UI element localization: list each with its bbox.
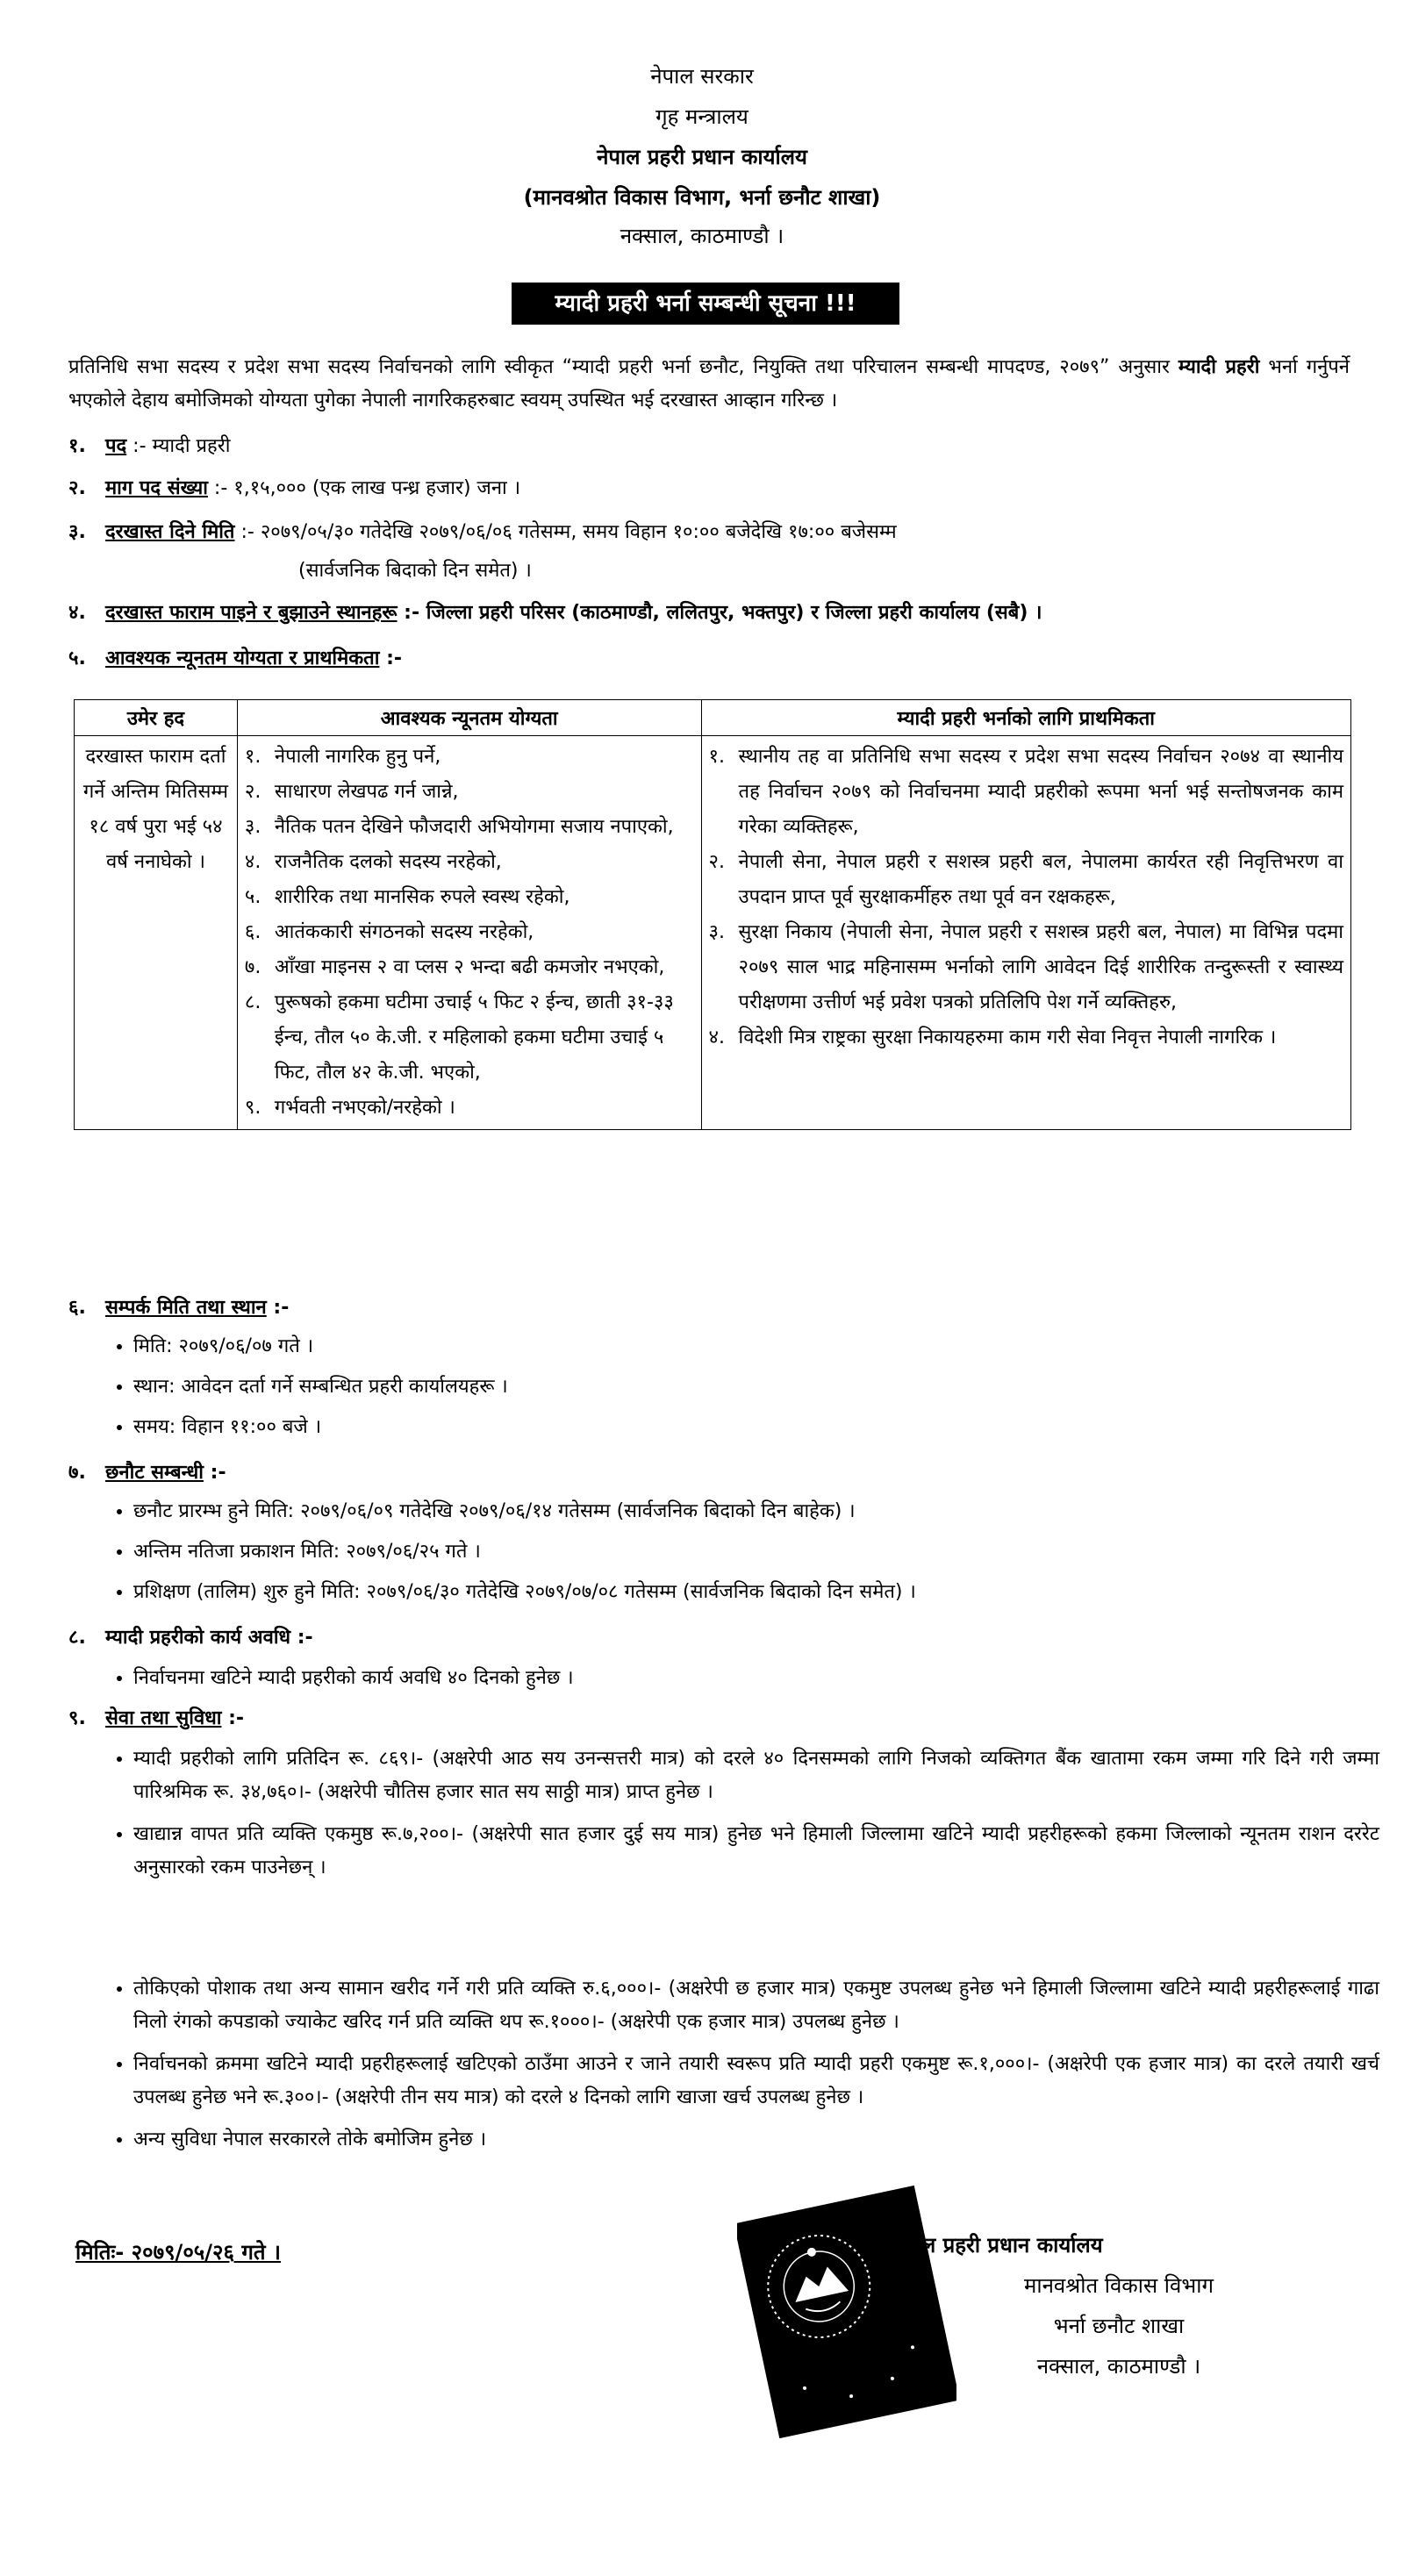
intro-bold: म्यादी प्रहरी: [1178, 356, 1260, 378]
header-office: नेपाल प्रहरी प्रधान कार्यालय: [597, 145, 807, 169]
list-item: ३. नैतिक पतन देखिने फौजदारी अभियोगमा सजाय नपाएको,: [244, 816, 674, 838]
signature-address: नक्साल, काठमाण्डौ ।: [1036, 2354, 1201, 2379]
government-emblem-stamp-icon: [737, 2185, 956, 2439]
table-row: [75, 736, 1351, 1130]
section-text: :-: [203, 1462, 226, 1484]
section-number: ७.: [68, 1462, 86, 1484]
section-7: [68, 1458, 226, 1488]
list-item: १. स्थानीय तह वा प्रतिनिधि सभा सदस्य र प्रदेश सभा सदस्य निर्वाचन २०७४ वा स्थानीय तह निर्वाचन २०७९ को निर्वाचनमा म्यादी प्रहरीको रूपमा भर्ना भई सन्तोषजनक काम गरेका व्यक्तिहरू,: [708, 746, 1343, 838]
section-text: :- २०७९/०५/३० गतेदेखि २०७९/०६/०६ गतेसम्म, समय विहान १०:०० बजेदेखि १७:०० बजेसम्म: [234, 521, 897, 543]
section-text: :-: [266, 1297, 290, 1319]
section-number: २.: [68, 477, 86, 499]
list-item: • खाद्यान्न वापत प्रति व्यक्ति एकमुष्ठ रू.७,२००।- (अक्षरेपी सात हजार दुई सय मात्र) हुनेछ भने हिमाली जिल्लामा खटिने म्यादी प्रहरीहरूको हकमा जिल्लाको न्यूनतम राशन दररेट अनुसारको रकम पाउनेछन् ।: [133, 1818, 1379, 1885]
list-item: • निर्वाचनमा खटिने म्यादी प्रहरीको कार्य अवधि ४० दिनको हुनेछ ।: [133, 1662, 574, 1695]
list-item: ९. गर्भवती नभएको/नरहेको ।: [244, 1097, 455, 1119]
section-text: :-: [221, 1707, 245, 1729]
list-item: • म्यादी प्रहरीको लागि प्रतिदिन रू. ८६९।- (अक्षरेपी आठ सय उनन्सत्तरी मात्र) को दरले ४० दिनसम्मको लागि निजको व्यक्तिगत बैंक खातामा रकम जम्मा गरि दिने गरी जम्मा पारिश्रमिक रू. ३४,७६०।- (अक्षरेपी चौतिस हजार सात सय साठ्ठी मात्र) प्राप्त हुनेछ ।: [133, 1742, 1379, 1809]
section-number: ३.: [68, 521, 86, 543]
section-5: [68, 644, 402, 674]
section-3: [68, 518, 897, 547]
duration-list: [104, 1662, 574, 1695]
section-label: सम्पर्क मिति तथा स्थान: [105, 1297, 267, 1319]
list-item: ८. पुरूषको हकमा घटीमा उचाई ५ फिट २ ईन्च, छाती ३१-३३ ईन्च, तौल ५० के.जी. र महिलाको हकमा घटीमा उचाई ५ फिट, तौल ४२ के.जी. भएको,: [244, 991, 674, 1084]
section-label: आवश्यक न्यूनतम योग्यता र प्राथमिकता: [105, 648, 380, 669]
section-number: ५.: [68, 648, 86, 669]
list-item: • निर्वाचनको क्रममा खटिने म्यादी प्रहरीहरूलाई खटिएको ठाउँमा आउने र जाने तयारी स्वरूप प्रति म्यादी प्रहरी एकमुष्ट रू.१,०००।- (अक्षरेपी एक हजार मात्र) का दरले तयारी खर्च उपलब्ध हुनेछ भने रू.३००।- (अक्षरेपी तीन सय मात्र) को दरले ४ दिनको लागि खाजा खर्च उपलब्ध हुनेछ ।: [133, 2048, 1379, 2114]
section-label: सेवा तथा सुविधा: [105, 1707, 222, 1729]
section-label: दरखास्त दिने मिति: [105, 521, 235, 543]
section-label: पद: [105, 435, 127, 457]
qualification-cell: [237, 736, 701, 1130]
contact-list: [104, 1330, 508, 1444]
signature-section: भर्ना छनौट शाखा: [1053, 2314, 1185, 2338]
section-1: [68, 432, 230, 462]
section-text: :-: [379, 648, 403, 669]
list-item: • मिति: २०७९/०६/०७ गते ।: [133, 1330, 508, 1363]
section-number: ८.: [68, 1627, 86, 1649]
selection-list: [104, 1495, 916, 1609]
section-8: [68, 1623, 313, 1653]
list-item: • तोकिएको पोशाक तथा अन्य सामान खरीद गर्ने गरी प्रति व्यक्ति रु.६,०००।- (अक्षरेपी छ हजार मात्र) एकमुष्ट उपलब्ध हुनेछ भने हिमाली जिल्लामा खटिने म्यादी प्रहरीहरूलाई गाढा निलो रंगको कपडाको ज्याकेट खरिद गर्न प्रति व्यक्ति थप रू.१०००।- (अक्षरेपी एक हजार मात्र) उपलब्ध हुनेछ ।: [133, 1972, 1379, 2039]
services-list-a: [104, 1742, 1379, 1885]
section-label: छनौट सम्बन्धी: [105, 1462, 204, 1484]
header-government: नेपाल सरकार: [650, 64, 754, 89]
list-item: • स्थान: आवेदन दर्ता गर्ने सम्बन्धित प्रहरी कार्यालयहरू ।: [133, 1370, 508, 1404]
list-item: ४. विदेशी मित्र राष्ट्रका सुरक्षा निकायहरुमा काम गरी सेवा निवृत्त नेपाली नागरिक ।: [708, 1027, 1277, 1048]
section-text: :-: [290, 1627, 313, 1649]
section-label: माग पद संख्या: [105, 477, 208, 499]
section-9: [68, 1704, 244, 1734]
list-item: • छनौट प्रारम्भ हुने मिति: २०७९/०६/०९ गतेदेखि २०७९/०६/१४ गतेसम्म (सार्वजनिक बिदाको दिन बाहेक) ।: [133, 1495, 916, 1528]
list-item: ४. राजनैतिक दलको सदस्य नरहेको,: [244, 851, 502, 873]
section-2: [68, 474, 520, 504]
list-item: ७. आँखा माइनस २ वा प्लस २ भन्दा बढी कमजोर नभएको,: [244, 956, 665, 978]
notice-date: मितिः- २०७९/०५/२६ गते ।: [75, 2240, 281, 2265]
intro-text-1: प्रतिनिधि सभा सदस्य र प्रदेश सभा सदस्य निर्वाचनको लागि स्वीकृत “म्यादी प्रहरी भर्ना छनौट, नियुक्ति तथा परिचालन सम्बन्धी मापदण्ड, २०७९” अनुसार: [68, 356, 1178, 378]
table-header-row: [75, 700, 1351, 736]
section-number: १.: [68, 435, 86, 457]
section-4: [68, 598, 1042, 628]
header-department: (मानवश्रोत विकास विभाग, भर्ना छनौट शाखा): [523, 185, 881, 210]
list-item: २. नेपाली सेना, नेपाल प्रहरी र सशस्त्र प्रहरी बल, नेपालमा कार्यरत रही निवृत्तिभरण वा उपदान प्राप्त पूर्व सुरक्षाकर्मीहरु तथा पूर्व वन रक्षकहरू,: [708, 851, 1343, 908]
section-3-continued: (सार्वजनिक बिदाको दिन समेत) ।: [298, 560, 532, 582]
signature-department: मानवश्रोत विकास विभाग: [1024, 2273, 1214, 2298]
column-header-age: उमेर हद: [75, 700, 238, 736]
section-text: :- म्यादी प्रहरी: [126, 435, 231, 457]
column-header-qualification: आवश्यक न्यूनतम योग्यता: [237, 700, 701, 736]
priority-list: [709, 740, 1343, 1055]
notice-title-banner: म्यादी प्रहरी भर्ना सम्बन्धी सूचना !!!: [512, 283, 899, 325]
header-ministry: गृह मन्त्रालय: [655, 104, 749, 129]
section-number: ९.: [68, 1707, 86, 1729]
intro-paragraph: [68, 351, 1350, 418]
qualification-list: [245, 740, 694, 1126]
services-list-b: [104, 1972, 1379, 2157]
age-limit-cell: दरखास्त फाराम दर्ता गर्ने अन्तिम मितिसम्म १८ वर्ष पुरा भई ५४ वर्ष ननाघेको ।: [75, 736, 238, 1130]
section-6: [68, 1293, 289, 1323]
list-item: ६. आतंककारी संगठनको सदस्य नरहेको,: [244, 921, 534, 943]
priority-cell: [701, 736, 1350, 1130]
column-header-priority: म्यादी प्रहरी भर्नाको लागि प्राथमिकता: [701, 700, 1350, 736]
list-item: १. नेपाली नागरिक हुनु पर्ने,: [244, 746, 441, 768]
list-item: • समय: विहान ११:०० बजे ।: [133, 1411, 508, 1444]
list-item: २. साधारण लेखपढ गर्न जान्ने,: [244, 781, 459, 803]
list-item: • प्रशिक्षण (तालिम) शुरु हुने मिति: २०७९/०६/३० गतेदेखि २०७९/०७/०८ गतेसम्म (सार्वजनिक बिदाको दिन समेत) ।: [133, 1576, 916, 1609]
section-text: :- जिल्ला प्रहरी परिसर (काठमाण्डौ, ललितपुर, भक्तपुर) र जिल्ला प्रहरी कार्यालय (सबै) ।: [397, 602, 1042, 624]
signature-office: ल प्रहरी प्रधान कार्यालय: [921, 2233, 1103, 2258]
header-address: नक्साल, काठमाण्डौ ।: [620, 224, 784, 248]
list-item: ५. शारीरिक तथा मानसिक रुपले स्वस्थ रहेको,: [244, 886, 570, 908]
intro-text-2: भर्ना गर्नुपर्ने भएकोले देहाय बमोजिमको योग्यता पुगेका नेपाली नागरिकहरुबाट स्वयम् उपस्थित भई दरखास्त आव्हान गरिन्छ ।: [68, 356, 1350, 411]
section-number: ६.: [68, 1297, 86, 1319]
list-item: • अन्य सुविधा नेपाल सरकारले तोके बमोजिम हुनेछ ।: [133, 2123, 1379, 2157]
list-item: • अन्तिम नतिजा प्रकाशन मिति: २०७९/०६/२५ गते ।: [133, 1535, 916, 1569]
section-label: म्यादी प्रहरीको कार्य अवधि: [105, 1627, 291, 1649]
eligibility-table: [74, 699, 1351, 1130]
section-label: दरखास्त फाराम पाइने र बुझाउने स्थानहरू: [105, 602, 398, 624]
section-text: :- १,१५,००० (एक लाख पन्ध्र हजार) जना ।: [207, 477, 521, 499]
list-item: ३. सुरक्षा निकाय (नेपाली सेना, नेपाल प्रहरी र सशस्त्र प्रहरी बल, नेपाल) मा विभिन्न पदमा २०७९ साल भाद्र महिनासम्म भर्नाको लागि आवेदन दिई शारीरिक तन्दुरूस्ती र स्वास्थ्य परीक्षणमा उत्तीर्ण भई प्रवेश पत्रको प्रतिलिपि पेश गर्ने व्यक्तिहरु,: [708, 921, 1343, 1013]
section-number: ४.: [68, 602, 86, 624]
